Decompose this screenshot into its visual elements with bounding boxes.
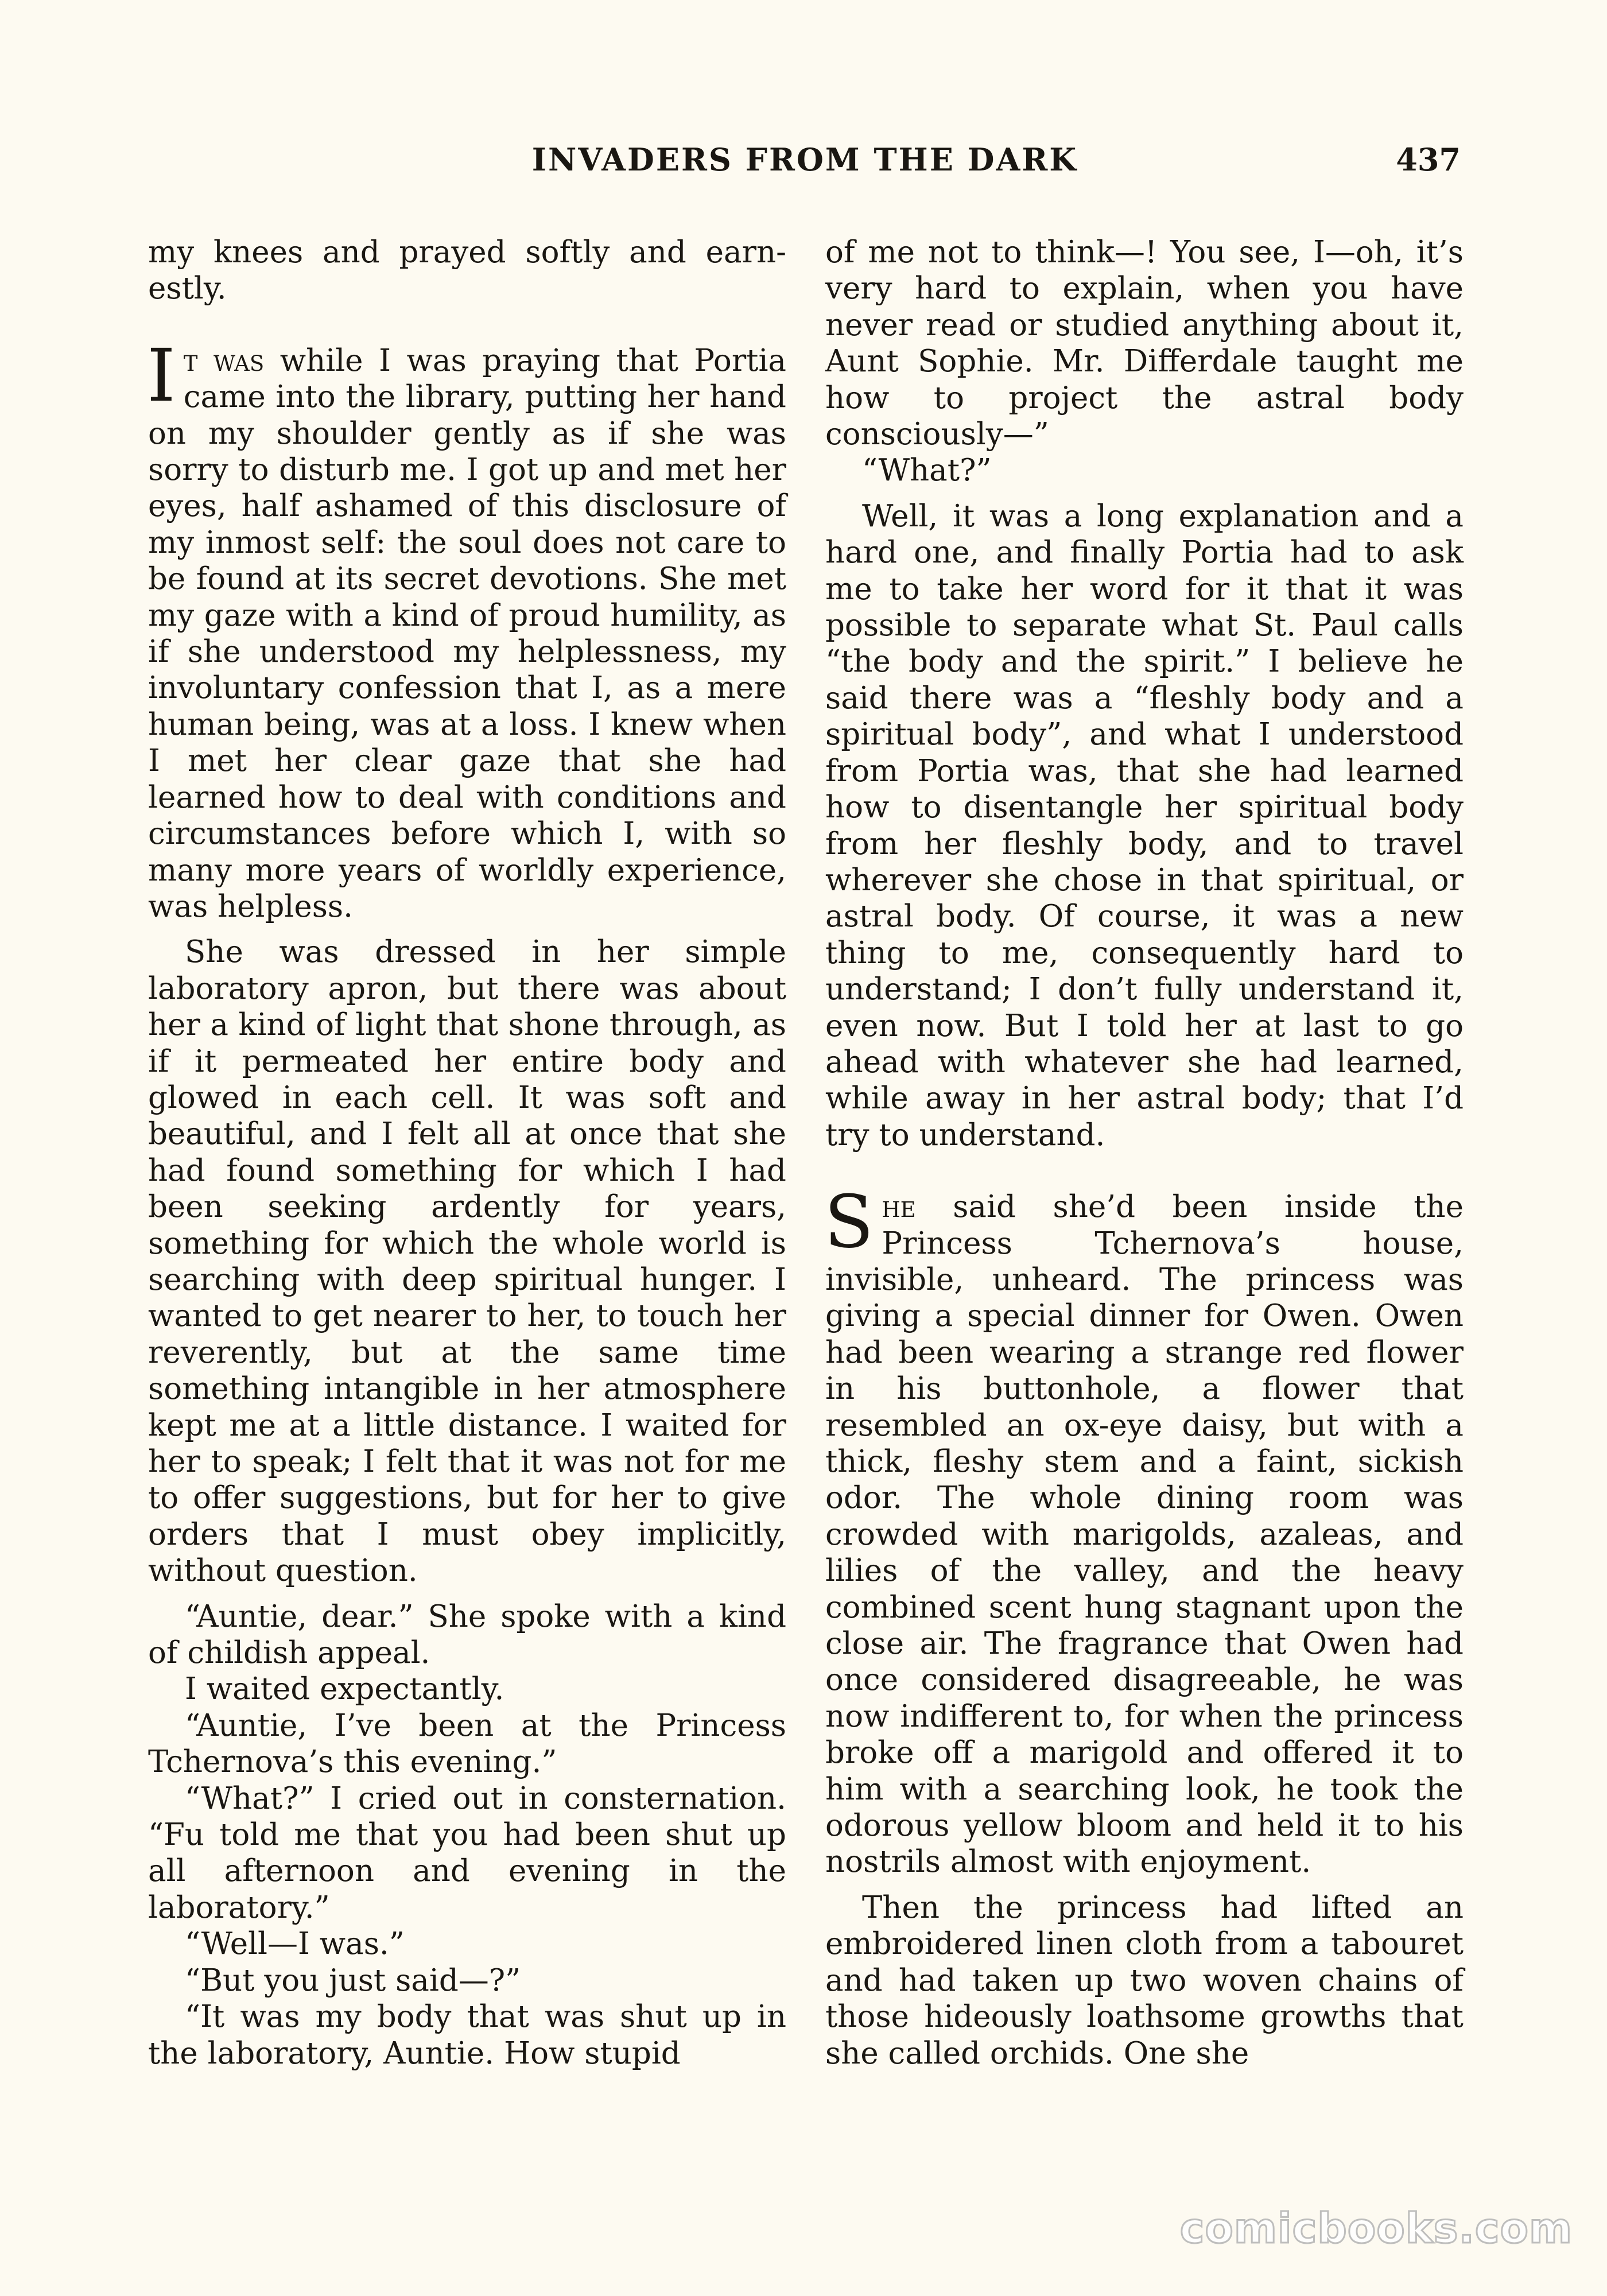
paragraph: “What?” <box>862 453 992 488</box>
paragraph: “Auntie, dear.” She spoke with a kind of childish appeal. <box>148 1599 786 1671</box>
watermark-logo: comicbooks.com <box>1179 2204 1573 2252</box>
left-column <box>148 234 786 2072</box>
paragraph: “It was my body that was shut up in the laboratory, Auntie. How stupid <box>148 1999 786 2071</box>
paragraph: “What?” I cried out in consternation. “Fu told me that you had been shut up all afternoon and evening in the laboratory.” <box>148 1781 786 1925</box>
running-head <box>149 141 1461 187</box>
paragraph: “Well—I was.” <box>185 1926 405 1962</box>
section-paragraph <box>147 333 787 925</box>
running-title: INVADERS FROM THE DARK <box>531 141 1078 178</box>
drop-cap: I <box>147 333 176 418</box>
small-caps-lead: t was <box>183 343 265 378</box>
paragraph-text: while I was praying that Portia came into the library, putting her hand on my shoulder gently as if she was sorry to disturb me. I got up and met her eyes, half ashamed of this disclosure of my inmost self: the soul does not care to be found at its secret devotions. She met my gaze with a kind of proud humility, as if she understood my helplessness, my involuntary confession that I, as a mere human being, was at a loss. I knew when I met her clear gaze that she had learned how to deal with conditions and circumstances before which I, with so many more years of worldly experience, was helpless. <box>148 343 787 924</box>
paragraph: of me not to think—! You see, I—oh, it’s very hard to explain, when you have never read or studied anything about it, Aunt Sophie. Mr. Differdale taught me how to project the astral body consciously—” <box>825 235 1464 452</box>
paragraph-text: said she’d been inside the Princess Tchernova’s house, invisible, unheard. The princess was giving a special dinner for Owen. Owen had been wearing a strange red flower in his buttonhole, a flower that resembled an ox-eye daisy, but with a thick, fleshy stem and a faint, sickish odor. The whole dining room was crowded with marigolds, azaleas, and lilies of the valley, and the heavy combined scent hung stagnant upon the close air. The fragrance that Owen had once considered disagreeable, he was now indifferent to, for when the princess broke off a marigold and offered it to him with a searching look, he took the odorous yellow bloom and held it to his nostrils almost with enjoyment. <box>825 1189 1464 1880</box>
paragraph: my knees and prayed softly and earn-estly. <box>148 235 786 307</box>
paragraph: “Auntie, I’ve been at the Princess Tchernova’s this evening.” <box>148 1708 786 1780</box>
paragraph: “But you just said—?” <box>185 1963 521 1998</box>
section-paragraph <box>824 1180 1464 1880</box>
drop-cap: S <box>824 1180 874 1265</box>
small-caps-lead: he <box>882 1189 916 1225</box>
paragraph: I waited expectantly. <box>185 1671 504 1707</box>
paragraph: She was dressed in her simple laboratory apron, but there was about her a kind of light that shone through, as if it permeated her entire body and glowed in each cell. It was soft and beautiful, and I felt all at once that she had found something for which I had been seeking ardently for years, something for which the whole world is searching with deep spiritual hunger. I wanted to get nearer to her, to touch her reverently, but at the same time something intangible in her atmosphere kept me at a little distance. I waited for her to speak; I felt that it was not for me to offer suggestions, but for her to give orders that I must obey implicitly, without question. <box>148 934 786 1589</box>
right-column <box>825 234 1464 2072</box>
paragraph: Well, it was a long explanation and a hard one, and finally Portia had to ask me to take her word for it that it was possible to separate what St. Paul calls “the body and the spirit.” I believe he said there was a “fleshly body and a spiritual body”, and what I understood from Portia was, that she had learned how to disentangle her spiritual body from her fleshly body, and to travel wherever she chose in that spiritual, or astral body. Of course, it was a new thing to me, consequently hard to understand; I don’t fully understand it, even now. But I told her at last to go ahead with whatever she had learned, while away in her astral body; that I’d try to understand. <box>825 498 1464 1153</box>
page-number: 437 <box>1396 141 1461 178</box>
paragraph: Then the princess had lifted an embroidered linen cloth from a tabouret and had taken up two woven chains of those hideously loathsome growths that she called orchids. One she <box>825 1890 1464 2071</box>
